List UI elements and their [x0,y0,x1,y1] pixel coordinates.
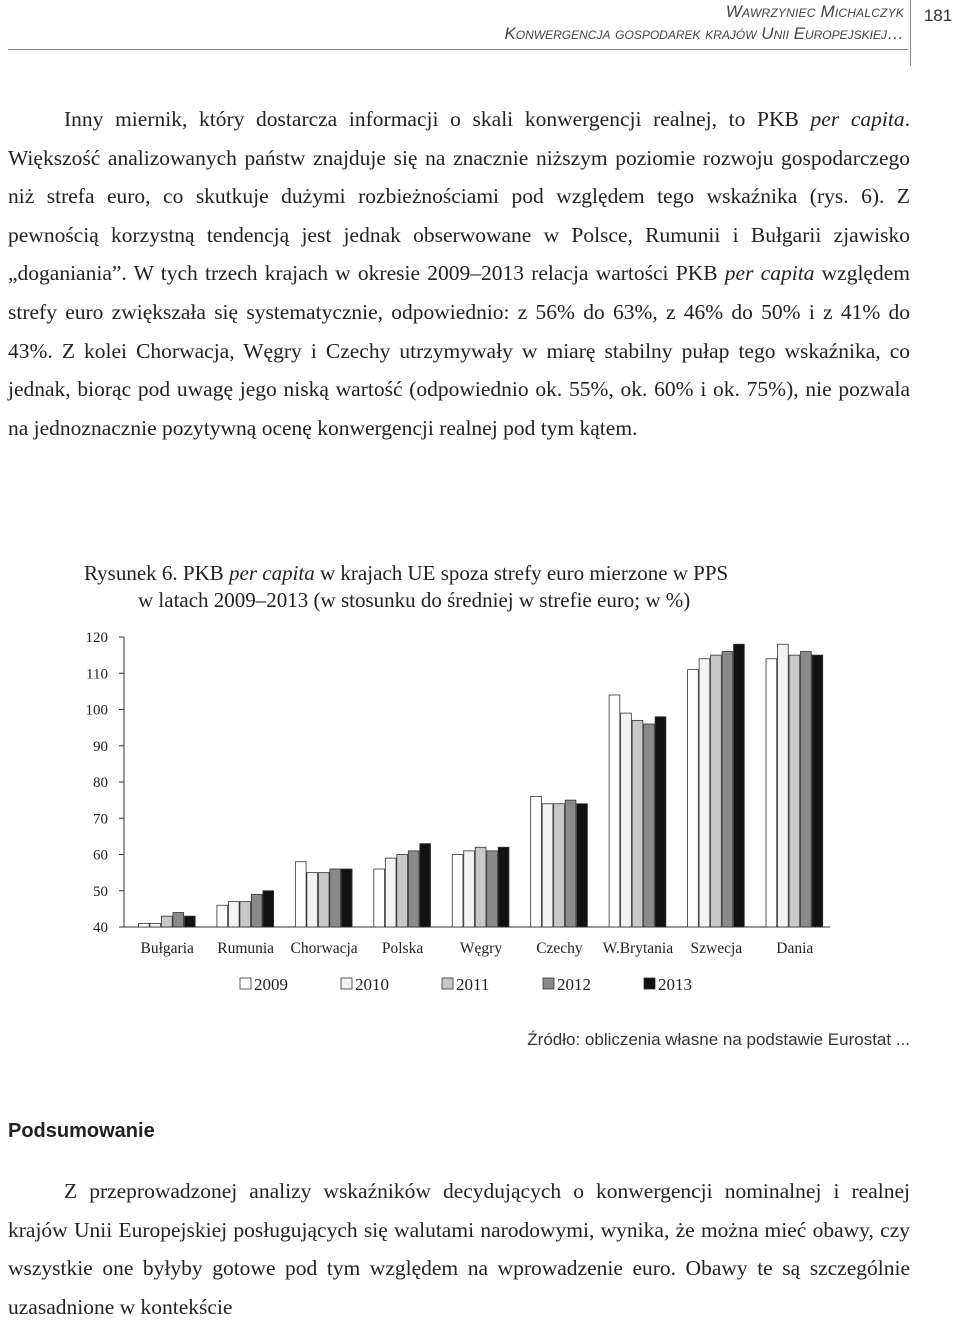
caption-italic: per capita [229,561,315,585]
bar-2011-5 [554,804,565,927]
x-tick-label: Węgry [459,940,503,957]
page-header [0,0,960,66]
legend-swatch-2009 [240,978,251,989]
legend-swatch-2012 [543,978,554,989]
header-running-title: Konwergencja gospodarek krajów Unii Europejskiej… [504,24,904,43]
body-paragraph-2 [8,1172,910,1326]
y-tick-label: 100 [85,702,108,719]
bar-2012-0 [173,913,184,928]
y-tick-label: 40 [93,920,108,936]
x-tick-label: Chorwacja [290,940,358,957]
x-tick-label: Rumunia [217,940,275,957]
legend-swatch-2010 [341,978,352,989]
legend-label-2012: 2012 [557,975,591,994]
x-tick-label: Czechy [536,940,583,957]
bar-2009-6 [609,695,620,927]
bar-2013-3 [420,844,431,927]
y-tick-label: 90 [93,738,108,755]
bar-2013-8 [812,655,823,927]
bar-2012-1 [251,894,262,927]
bar-chart [0,610,960,1010]
bar-2009-3 [374,869,385,927]
header-vertical-rule [910,0,911,66]
y-tick-label: 110 [86,666,108,683]
y-tick-label: 80 [93,775,108,791]
figure-source: Źródło: obliczenia własne na podstawie Eurostat ... [527,1030,910,1049]
bar-2009-2 [295,862,306,927]
bar-2010-6 [621,713,632,927]
caption-rest: w krajach UE spoza strefy euro mierzone w PPS [314,561,729,585]
page-number: 181 [923,6,953,25]
bar-2010-5 [542,804,553,927]
bar-2011-2 [318,873,329,927]
y-tick-label: 70 [93,811,108,828]
bar-2011-1 [240,902,251,927]
y-tick-label: 120 [85,630,108,646]
x-tick-label: W.Brytania [602,940,674,957]
bar-2013-1 [263,891,274,927]
paragraph-1-text-2: względem strefy euro zwiększała się systematycznie, odpowiednio: z 56% do 63%, z 46% do 50% i z 41% do 43%. Z kolei Chorwacja, Węgry i Czechy utrzymywały w miarę stabilny pułap tego wskaźnika, co jednak, biorąc pod uwagę jego niską wartość (odpowiednio ok. 55%, ok. 60% i ok. 75%), nie pozwala na jednoznacznie pozytywną ocenę konwergencji realnej pod tym kątem. [8,261,910,440]
bar-2013-4 [498,847,509,927]
caption-line-2: w latach 2009–2013 (w stosunku do średniej w strefie euro; w %) [138,588,691,612]
bar-2012-2 [330,869,341,927]
bar-2013-0 [184,916,195,927]
bar-2011-0 [161,916,172,927]
bar-2009-8 [766,659,777,927]
bar-2011-8 [789,655,800,927]
legend-label-2011: 2011 [456,975,490,994]
bar-2011-7 [711,655,722,927]
paragraph-1-text: . Większość analizowanych państw znajduje się na znacznie niższym poziomie rozwoju gospodarczego niż strefa euro, co skutkuje dużymi rozbieżnościami pod względem tego wskaźnika (rys. 6). Z pewnością korzystną tendencją jest jednak obserwowane w Polsce, Rumunii i Bułgarii zjawisko „doganiania”. W tych trzech krajach w okresie 2009–2013 relacja wartości PKB [8,107,910,286]
bar-2009-7 [688,670,699,927]
bar-2010-0 [150,923,161,927]
bar-2011-6 [632,720,643,927]
bar-2010-2 [307,873,318,927]
bar-2013-6 [655,717,666,927]
bar-2009-5 [531,797,542,928]
bar-2010-1 [228,902,239,927]
legend-label-2009: 2009 [254,975,288,994]
y-tick-label: 60 [93,847,108,864]
legend-swatch-2013 [644,978,655,989]
paragraph-1-line1: Inny miernik, który dostarcza informacji o skali konwergencji realnej, to PKB [64,107,799,131]
bar-2012-6 [644,724,655,927]
legend-label-2013: 2013 [658,975,692,994]
bar-2009-1 [217,905,228,927]
x-tick-label: Bułgaria [140,940,194,957]
x-tick-label: Dania [776,940,814,957]
bar-2010-8 [778,644,789,927]
paragraph-2-text: Z przeprowadzonej analizy wskaźników decydujących o konwergencji nominalnej i realnej krajów Unii Europejskiej posługujących się walutami narodowymi, wynika, że można mieć obawy, czy wszystkie one byłyby gotowe pod tym względem na wprowadzenie euro. Obawy te są szczególnie uzasadnione w kontekście [8,1179,910,1319]
paragraph-1-italic-term-2: per capita [724,261,815,286]
bar-2010-4 [464,851,475,927]
x-tick-label: Polska [381,940,424,957]
y-tick-label: 50 [93,883,108,900]
bar-2012-7 [722,652,733,928]
bar-2012-5 [565,800,576,927]
caption-prefix: Rysunek 6. PKB [84,561,230,585]
bar-2012-3 [408,851,419,927]
bar-2013-5 [577,804,588,927]
bar-2009-0 [138,923,149,927]
figure-caption [84,560,844,614]
bar-2013-7 [734,644,745,927]
bar-2012-4 [487,851,498,927]
paragraph-1-italic-term: per capita [810,107,905,131]
header-rule [8,49,908,50]
bar-2010-3 [385,858,396,927]
x-tick-label: Szwecja [690,940,743,957]
bar-2011-3 [397,855,408,928]
section-heading: Podsumowanie [8,1120,155,1142]
bar-2013-2 [341,869,352,927]
legend-swatch-2011 [442,978,453,989]
bar-2011-4 [475,847,486,927]
body-paragraph-1 [8,100,910,447]
bar-2012-8 [801,652,812,928]
header-author: Wawrzyniec Michalczyk [725,2,904,21]
bar-2009-4 [452,855,463,928]
legend-label-2010: 2010 [355,975,389,994]
bar-2010-7 [699,659,710,927]
